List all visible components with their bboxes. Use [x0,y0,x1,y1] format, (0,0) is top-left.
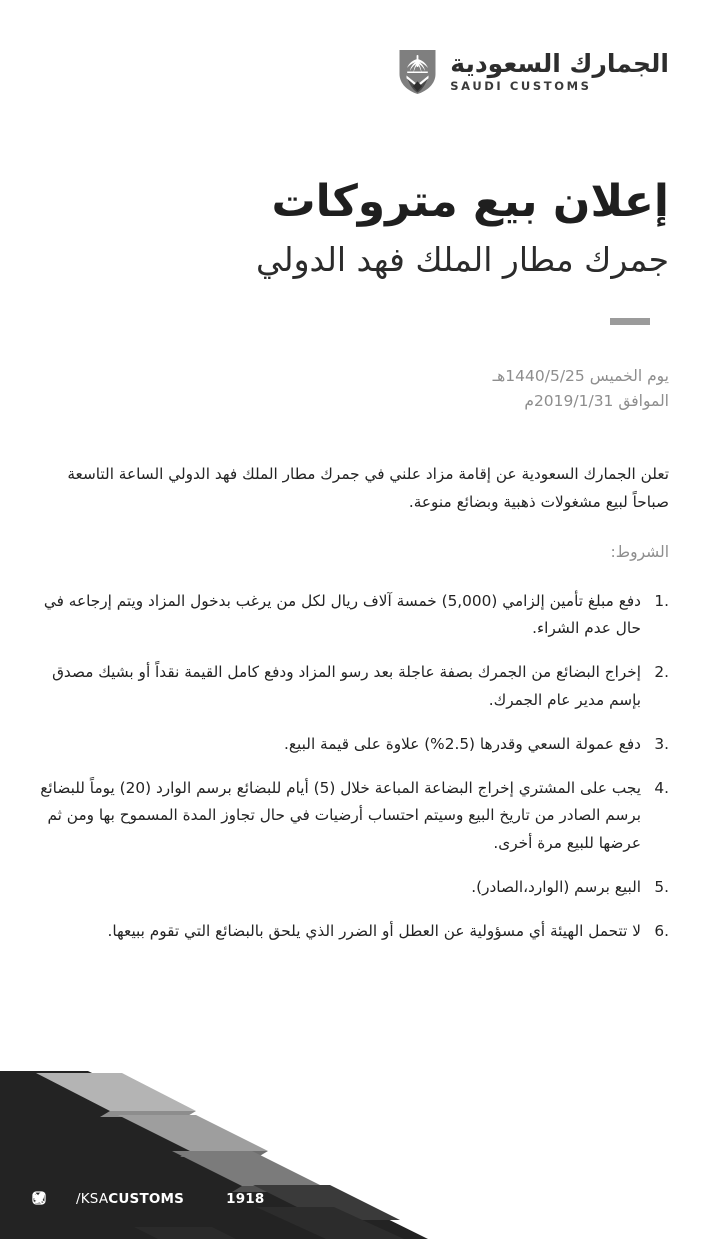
page-title: إعلان بيع متروكات [271,176,669,227]
list-item-text: البيع برسم (الوارد،الصادر). [471,877,641,896]
hijri-date: يوم الخميس 1440/5/25هـ [492,367,669,385]
handle-prefix: /KSA [76,1191,109,1207]
list-item-text: لا تتحمل الهيئة أي مسؤولية عن العطل أو الضرر الذي يلحق بالبضائع التي تقوم ببيعها. [107,921,641,940]
list-item [33,918,669,945]
list-item [33,731,669,758]
list-item [33,775,669,857]
social-handles[interactable] [32,1191,184,1207]
list-item [33,659,669,713]
instagram-camera-icon[interactable] [52,1192,66,1206]
announcement-paragraph: تعلن الجمارك السعودية عن إقامة مزاد علني في جمرك مطار الملك فهد الدولي الساعة التاسعة صباحاً لبيع مشغولات ذهبية وبضائع منوعة. [67,465,669,511]
conditions-list [33,588,669,962]
conditions-heading: الشروط: [610,543,669,561]
phone-number: 1918 [226,1191,265,1207]
phone-contact[interactable] [206,1191,264,1207]
gregorian-date: الموافق 2019/1/31م [524,392,669,411]
footer [0,1059,705,1239]
logo-arabic-name: الجمارك السعودية [450,48,669,78]
event-dates [36,364,669,414]
list-item [33,588,669,642]
logo-english-name: SAUDI CUSTOMS [450,78,592,93]
saudi-customs-shield-icon [398,48,437,95]
social-handle-text[interactable] [76,1191,184,1207]
logo-wordmark [450,48,669,93]
list-item-number: 1. [654,592,669,610]
list-item-number: 2. [654,663,669,682]
footer-diagonal-graphic [0,1059,705,1239]
list-item-number: 6. [654,921,669,940]
handle-bold: CUSTOMS [108,1191,185,1207]
list-item-number: 4. [654,779,669,798]
page-subtitle: جمرك مطار الملك فهد الدولي [256,239,669,279]
phone-handset-icon [206,1192,220,1206]
list-item-text: يجب على المشتري إخراج البضاعة المباعة خلال (5) أيام للبضائع برسم الوارد (20) يوماً للبضائع برسم الصادر من تاريخ البيع وسيتم احتساب أرضيات في حال تجاوز المدة المسموح بها ومن ثم عرضها للبيع مرة أخرى. [40,779,641,852]
footer-contact-bar [32,1191,264,1207]
list-item-text: دفع مبلغ تأمين إلزامي (5,000) خمسة آلاف ريال لكل من يرغب بدخول المزاد ويتم إرجاعه في حال عدم الشراء. [43,592,641,638]
list-item-text: إخراج البضائع من الجمرك بصفة عاجلة بعد رسو المزاد ودفع كامل القيمة نقداً أو بشيك مصدق بإسم مدير عام الجمرك. [52,663,641,709]
list-item-text: دفع عمولة السعي وقدرها (2.5%) علاوة على قيمة البيع. [284,734,641,753]
brand-header [398,48,669,95]
list-item-number: 5. [654,877,669,896]
list-item [33,874,669,901]
title-block [36,176,669,282]
title-divider-dash [610,318,650,325]
list-item-number: 3. [654,734,669,753]
